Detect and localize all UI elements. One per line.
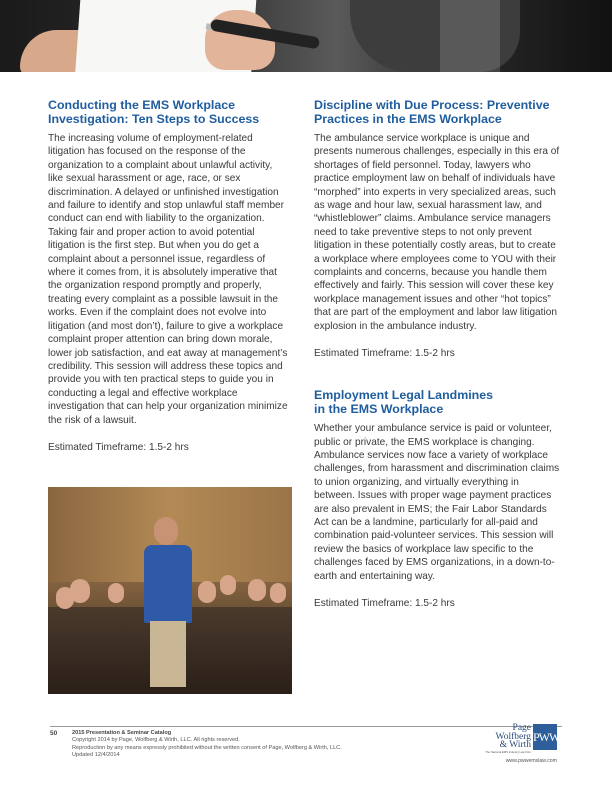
article-body: The increasing volume of employment-related litigation has focused on the response of the organization to a complaint about unlawful activity, like sexual harassment or age, race, or sex discrimination. A delayed or unfinished investigation and failure to identify and stop unlawful staff member conduct can end with liability to the organization. Taking fair and proper action to avoid potential litigation is the first step. But when you do get a complaint about a personnel issue, regardless of where it comes from, it is absolutely imperative that the organization respond promptly and properly, treating every complaint as a possible lawsuit in the works. Even if the complaint does not evolve into litigation (and most don’t), failure to give a workplace complaint proper attention can bring down morale, lower job satisfaction, and eat away at management’s credibility. This session will address these topics and provide you with ten practical steps to guide you in conducting a legal and effective workplace investigation that can help your organization minimize the risk of a lawsuit.	[48, 133, 288, 426]
catalog-title: 2015 Presentation & Seminar Catalog	[72, 730, 172, 736]
logo-wordmark	[496, 724, 531, 750]
title-line: Discipline with Due Process: Preventive	[314, 98, 550, 112]
estimated-timeframe: Estimated Timeframe: 1.5-2 hrs	[314, 348, 455, 360]
logo-line: Wolfberg	[495, 731, 531, 742]
speaker	[144, 517, 190, 687]
speaker-photo	[48, 487, 292, 694]
title-line: Employment Legal Landmines	[314, 388, 494, 403]
audience-member	[220, 575, 236, 595]
title-line: Investigation: Ten Steps to Success	[48, 112, 260, 126]
updated-date: Updated 12/4/2014	[72, 751, 120, 758]
logo-mark-icon: PWW	[533, 724, 557, 750]
audience-member	[70, 579, 90, 603]
left-column	[48, 98, 288, 454]
footer-divider	[50, 726, 562, 727]
reproduction-notice: Reproduction by any means expressly prohibited without the written consent of Page, Wolfberg & Wirth, LLC.	[72, 744, 342, 751]
logo-tagline: The National EMS Industry Law Firm	[485, 750, 531, 754]
speaker-head	[154, 517, 178, 545]
speaker-shirt	[144, 545, 192, 623]
copyright-text: Copyright 2014 by Page, Wolfberg & Wirth, LLC. All rights reserved.	[72, 737, 240, 744]
estimated-timeframe: Estimated Timeframe: 1.5-2 hrs	[314, 597, 455, 609]
article-body: The ambulance service workplace is unique and presents numerous challenges, especially in this era of shortages of field personnel. Today, lawyers who practice employment law on behalf of individuals have “morphed” into experts in very specialized areas, such as wage and hour law, sexual harassment law, and “whistleblower” claims. Ambulance service managers need to take preventive steps to not only prevent litigation in these potentially costly areas, but to create a workplace where employees come to YOU with their complaints and concerns, because you handle them effectively and fairly. This session will cover these key workplace management issues and other “hot topics” that are part of the employment and labor law litigation explosion in the ambulance industry.	[314, 133, 560, 332]
title-line: Conducting the EMS Workplace	[48, 98, 236, 112]
article-title	[314, 388, 562, 416]
article-body: Whether your ambulance service is paid or volunteer, public or private, the EMS workplace is changing. Ambulance services now face a variety of workplace challenges, from harassment and discrimination claims to union organizing, and virtually everything in between. Issues with proper wage payment practices are also prevalent in EMS; the Fair Labor Standards Act can be a landmine, particularly for all-paid and combination paid-volunteer services. This session will review the basics of workplace law specific to the challenges faced by EMS organizations, in a down-to-earth and entertaining way.	[314, 423, 560, 582]
footer-info	[72, 730, 392, 759]
website-url[interactable]: www.pwwemslaw.com	[505, 758, 557, 764]
audience-member	[108, 583, 124, 603]
audience-member	[270, 583, 286, 603]
speaker-pants	[150, 621, 186, 687]
page-number: 50	[50, 730, 58, 737]
audience-member	[198, 581, 216, 603]
article-title	[48, 98, 288, 126]
audience-member	[248, 579, 266, 601]
estimated-timeframe: Estimated Timeframe: 1.5-2 hrs	[48, 441, 189, 453]
title-line: Practices in the EMS Workplace	[314, 112, 502, 126]
title-line: in the EMS Workplace	[314, 402, 444, 417]
article-title	[314, 98, 562, 126]
light-glare	[440, 0, 500, 72]
right-column	[314, 98, 562, 610]
header-photo	[0, 0, 612, 72]
firm-logo	[485, 722, 561, 766]
logo-line: & Wirth	[499, 740, 531, 751]
logo-line: Page	[512, 723, 531, 733]
